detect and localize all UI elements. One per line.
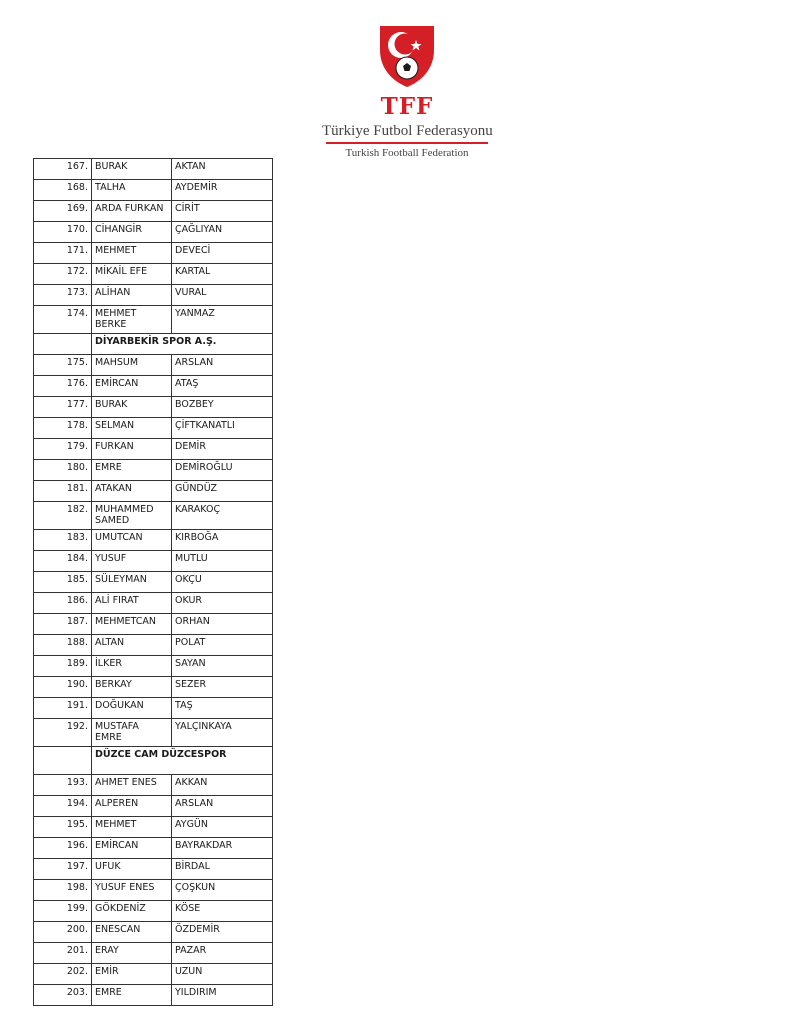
player-first-name: ALİ FIRAT bbox=[92, 593, 172, 614]
player-number: 200. bbox=[34, 922, 92, 943]
player-row bbox=[34, 460, 273, 481]
player-first-name: YUSUF bbox=[92, 551, 172, 572]
player-row bbox=[34, 376, 273, 397]
player-first-name: EMRE bbox=[92, 985, 172, 1006]
player-last-name: YALÇINKAYA bbox=[172, 719, 273, 747]
player-number: 187. bbox=[34, 614, 92, 635]
player-first-name: ALTAN bbox=[92, 635, 172, 656]
player-number: 198. bbox=[34, 880, 92, 901]
player-number: 185. bbox=[34, 572, 92, 593]
player-last-name: KARTAL bbox=[172, 264, 273, 285]
player-number: 192. bbox=[34, 719, 92, 747]
player-last-name: ORHAN bbox=[172, 614, 273, 635]
logo-divider bbox=[326, 142, 488, 144]
logo-title: TFF bbox=[380, 93, 434, 120]
club-header-row bbox=[34, 334, 273, 355]
player-last-name: ARSLAN bbox=[172, 355, 273, 376]
player-last-name: OKÇU bbox=[172, 572, 273, 593]
player-last-name: BAYRAKDAR bbox=[172, 838, 273, 859]
player-last-name: ARSLAN bbox=[172, 796, 273, 817]
player-number: 203. bbox=[34, 985, 92, 1006]
player-number: 199. bbox=[34, 901, 92, 922]
player-row bbox=[34, 418, 273, 439]
player-first-name: MAHSUM bbox=[92, 355, 172, 376]
player-first-name: İLKER bbox=[92, 656, 172, 677]
player-number: 194. bbox=[34, 796, 92, 817]
player-row bbox=[34, 306, 273, 334]
player-first-name: MEHMET bbox=[92, 817, 172, 838]
player-row bbox=[34, 397, 273, 418]
player-row bbox=[34, 677, 273, 698]
player-last-name: KIRBOĞA bbox=[172, 530, 273, 551]
player-number: 175. bbox=[34, 355, 92, 376]
player-row bbox=[34, 159, 273, 180]
player-last-name: AKKAN bbox=[172, 775, 273, 796]
player-number: 167. bbox=[34, 159, 92, 180]
player-number: 190. bbox=[34, 677, 92, 698]
player-number: 169. bbox=[34, 201, 92, 222]
player-last-name: AYGÜN bbox=[172, 817, 273, 838]
player-number: 184. bbox=[34, 551, 92, 572]
player-row bbox=[34, 572, 273, 593]
player-roster-table bbox=[33, 158, 273, 1006]
player-last-name: VURAL bbox=[172, 285, 273, 306]
player-row bbox=[34, 481, 273, 502]
player-first-name: MUHAMMED SAMED bbox=[92, 502, 172, 530]
player-first-name: EMRE bbox=[92, 460, 172, 481]
player-row bbox=[34, 796, 273, 817]
player-number: 196. bbox=[34, 838, 92, 859]
player-first-name: FURKAN bbox=[92, 439, 172, 460]
player-last-name: YILDIRIM bbox=[172, 985, 273, 1006]
player-first-name: SELMAN bbox=[92, 418, 172, 439]
club-header-row bbox=[34, 747, 273, 775]
player-last-name: DEVECİ bbox=[172, 243, 273, 264]
player-row bbox=[34, 355, 273, 376]
player-last-name: AYDEMİR bbox=[172, 180, 273, 201]
player-number: 179. bbox=[34, 439, 92, 460]
player-last-name: ÇİFTKANATLI bbox=[172, 418, 273, 439]
player-number: 197. bbox=[34, 859, 92, 880]
org-name-tr: Türkiye Futbol Federasyonu bbox=[322, 123, 493, 139]
player-row bbox=[34, 922, 273, 943]
player-row bbox=[34, 635, 273, 656]
player-row bbox=[34, 901, 273, 922]
player-first-name: ALİHAN bbox=[92, 285, 172, 306]
player-number: 173. bbox=[34, 285, 92, 306]
player-first-name: BERKAY bbox=[92, 677, 172, 698]
player-last-name: POLAT bbox=[172, 635, 273, 656]
player-first-name: BURAK bbox=[92, 397, 172, 418]
player-first-name: TALHA bbox=[92, 180, 172, 201]
player-last-name: CİRİT bbox=[172, 201, 273, 222]
player-last-name: PAZAR bbox=[172, 943, 273, 964]
player-first-name: ATAKAN bbox=[92, 481, 172, 502]
player-row bbox=[34, 593, 273, 614]
player-number: 183. bbox=[34, 530, 92, 551]
player-number: 188. bbox=[34, 635, 92, 656]
player-number: 168. bbox=[34, 180, 92, 201]
org-name-en: Turkish Football Federation bbox=[345, 147, 469, 159]
player-first-name: MEHMET BERKE bbox=[92, 306, 172, 334]
player-number: 201. bbox=[34, 943, 92, 964]
player-row bbox=[34, 243, 273, 264]
player-first-name: MUSTAFA EMRE bbox=[92, 719, 172, 747]
player-number: 176. bbox=[34, 376, 92, 397]
player-last-name: AKTAN bbox=[172, 159, 273, 180]
player-last-name: SAYAN bbox=[172, 656, 273, 677]
player-number: 186. bbox=[34, 593, 92, 614]
player-row bbox=[34, 943, 273, 964]
player-row bbox=[34, 285, 273, 306]
player-last-name: DEMİR bbox=[172, 439, 273, 460]
player-number: 193. bbox=[34, 775, 92, 796]
player-first-name: YUSUF ENES bbox=[92, 880, 172, 901]
roster-body bbox=[34, 159, 273, 1006]
club-header-spacer bbox=[34, 334, 92, 355]
player-last-name: ATAŞ bbox=[172, 376, 273, 397]
player-number: 178. bbox=[34, 418, 92, 439]
player-row bbox=[34, 964, 273, 985]
player-first-name: AHMET ENES bbox=[92, 775, 172, 796]
player-first-name: DOĞUKAN bbox=[92, 698, 172, 719]
player-row bbox=[34, 180, 273, 201]
player-last-name: SEZER bbox=[172, 677, 273, 698]
player-first-name: ENESCAN bbox=[92, 922, 172, 943]
player-number: 177. bbox=[34, 397, 92, 418]
player-number: 171. bbox=[34, 243, 92, 264]
player-row bbox=[34, 880, 273, 901]
club-header-spacer bbox=[34, 747, 92, 775]
player-first-name: EMİRCAN bbox=[92, 838, 172, 859]
player-last-name: OKUR bbox=[172, 593, 273, 614]
player-last-name: KÖSE bbox=[172, 901, 273, 922]
player-number: 172. bbox=[34, 264, 92, 285]
player-last-name: ÇOŞKUN bbox=[172, 880, 273, 901]
player-row bbox=[34, 698, 273, 719]
player-number: 191. bbox=[34, 698, 92, 719]
tff-crest-icon bbox=[374, 20, 440, 88]
player-last-name: UZUN bbox=[172, 964, 273, 985]
player-last-name: GÜNDÜZ bbox=[172, 481, 273, 502]
player-first-name: EMİR bbox=[92, 964, 172, 985]
player-number: 195. bbox=[34, 817, 92, 838]
tff-logo bbox=[322, 20, 492, 165]
player-row bbox=[34, 838, 273, 859]
player-number: 202. bbox=[34, 964, 92, 985]
player-number: 182. bbox=[34, 502, 92, 530]
player-first-name: EMİRCAN bbox=[92, 376, 172, 397]
player-row bbox=[34, 439, 273, 460]
player-first-name: BURAK bbox=[92, 159, 172, 180]
player-last-name: ÇAĞLIYAN bbox=[172, 222, 273, 243]
player-row bbox=[34, 222, 273, 243]
player-row bbox=[34, 530, 273, 551]
club-name: DİYARBEKİR SPOR A.Ş. bbox=[92, 334, 273, 355]
player-number: 181. bbox=[34, 481, 92, 502]
player-row bbox=[34, 859, 273, 880]
player-first-name: ARDA FURKAN bbox=[92, 201, 172, 222]
player-last-name: DEMİROĞLU bbox=[172, 460, 273, 481]
player-row bbox=[34, 817, 273, 838]
player-last-name: MUTLU bbox=[172, 551, 273, 572]
player-row bbox=[34, 502, 273, 530]
player-last-name: YANMAZ bbox=[172, 306, 273, 334]
player-row bbox=[34, 614, 273, 635]
player-last-name: KARAKOÇ bbox=[172, 502, 273, 530]
player-first-name: MEHMETCAN bbox=[92, 614, 172, 635]
player-first-name: ERAY bbox=[92, 943, 172, 964]
player-first-name: ALPEREN bbox=[92, 796, 172, 817]
player-row bbox=[34, 985, 273, 1006]
player-last-name: BİRDAL bbox=[172, 859, 273, 880]
player-number: 170. bbox=[34, 222, 92, 243]
player-first-name: MEHMET bbox=[92, 243, 172, 264]
player-row bbox=[34, 551, 273, 572]
player-row bbox=[34, 775, 273, 796]
player-first-name: GÖKDENİZ bbox=[92, 901, 172, 922]
player-number: 180. bbox=[34, 460, 92, 481]
club-name: DÜZCE CAM DÜZCESPOR bbox=[92, 747, 273, 775]
player-first-name: MİKAİL EFE bbox=[92, 264, 172, 285]
player-number: 189. bbox=[34, 656, 92, 677]
player-last-name: TAŞ bbox=[172, 698, 273, 719]
player-first-name: SÜLEYMAN bbox=[92, 572, 172, 593]
player-row bbox=[34, 719, 273, 747]
player-last-name: BOZBEY bbox=[172, 397, 273, 418]
player-row bbox=[34, 264, 273, 285]
player-first-name: UMUTCAN bbox=[92, 530, 172, 551]
player-first-name: CİHANGİR bbox=[92, 222, 172, 243]
player-last-name: ÖZDEMİR bbox=[172, 922, 273, 943]
player-row bbox=[34, 656, 273, 677]
player-number: 174. bbox=[34, 306, 92, 334]
player-row bbox=[34, 201, 273, 222]
player-first-name: UFUK bbox=[92, 859, 172, 880]
